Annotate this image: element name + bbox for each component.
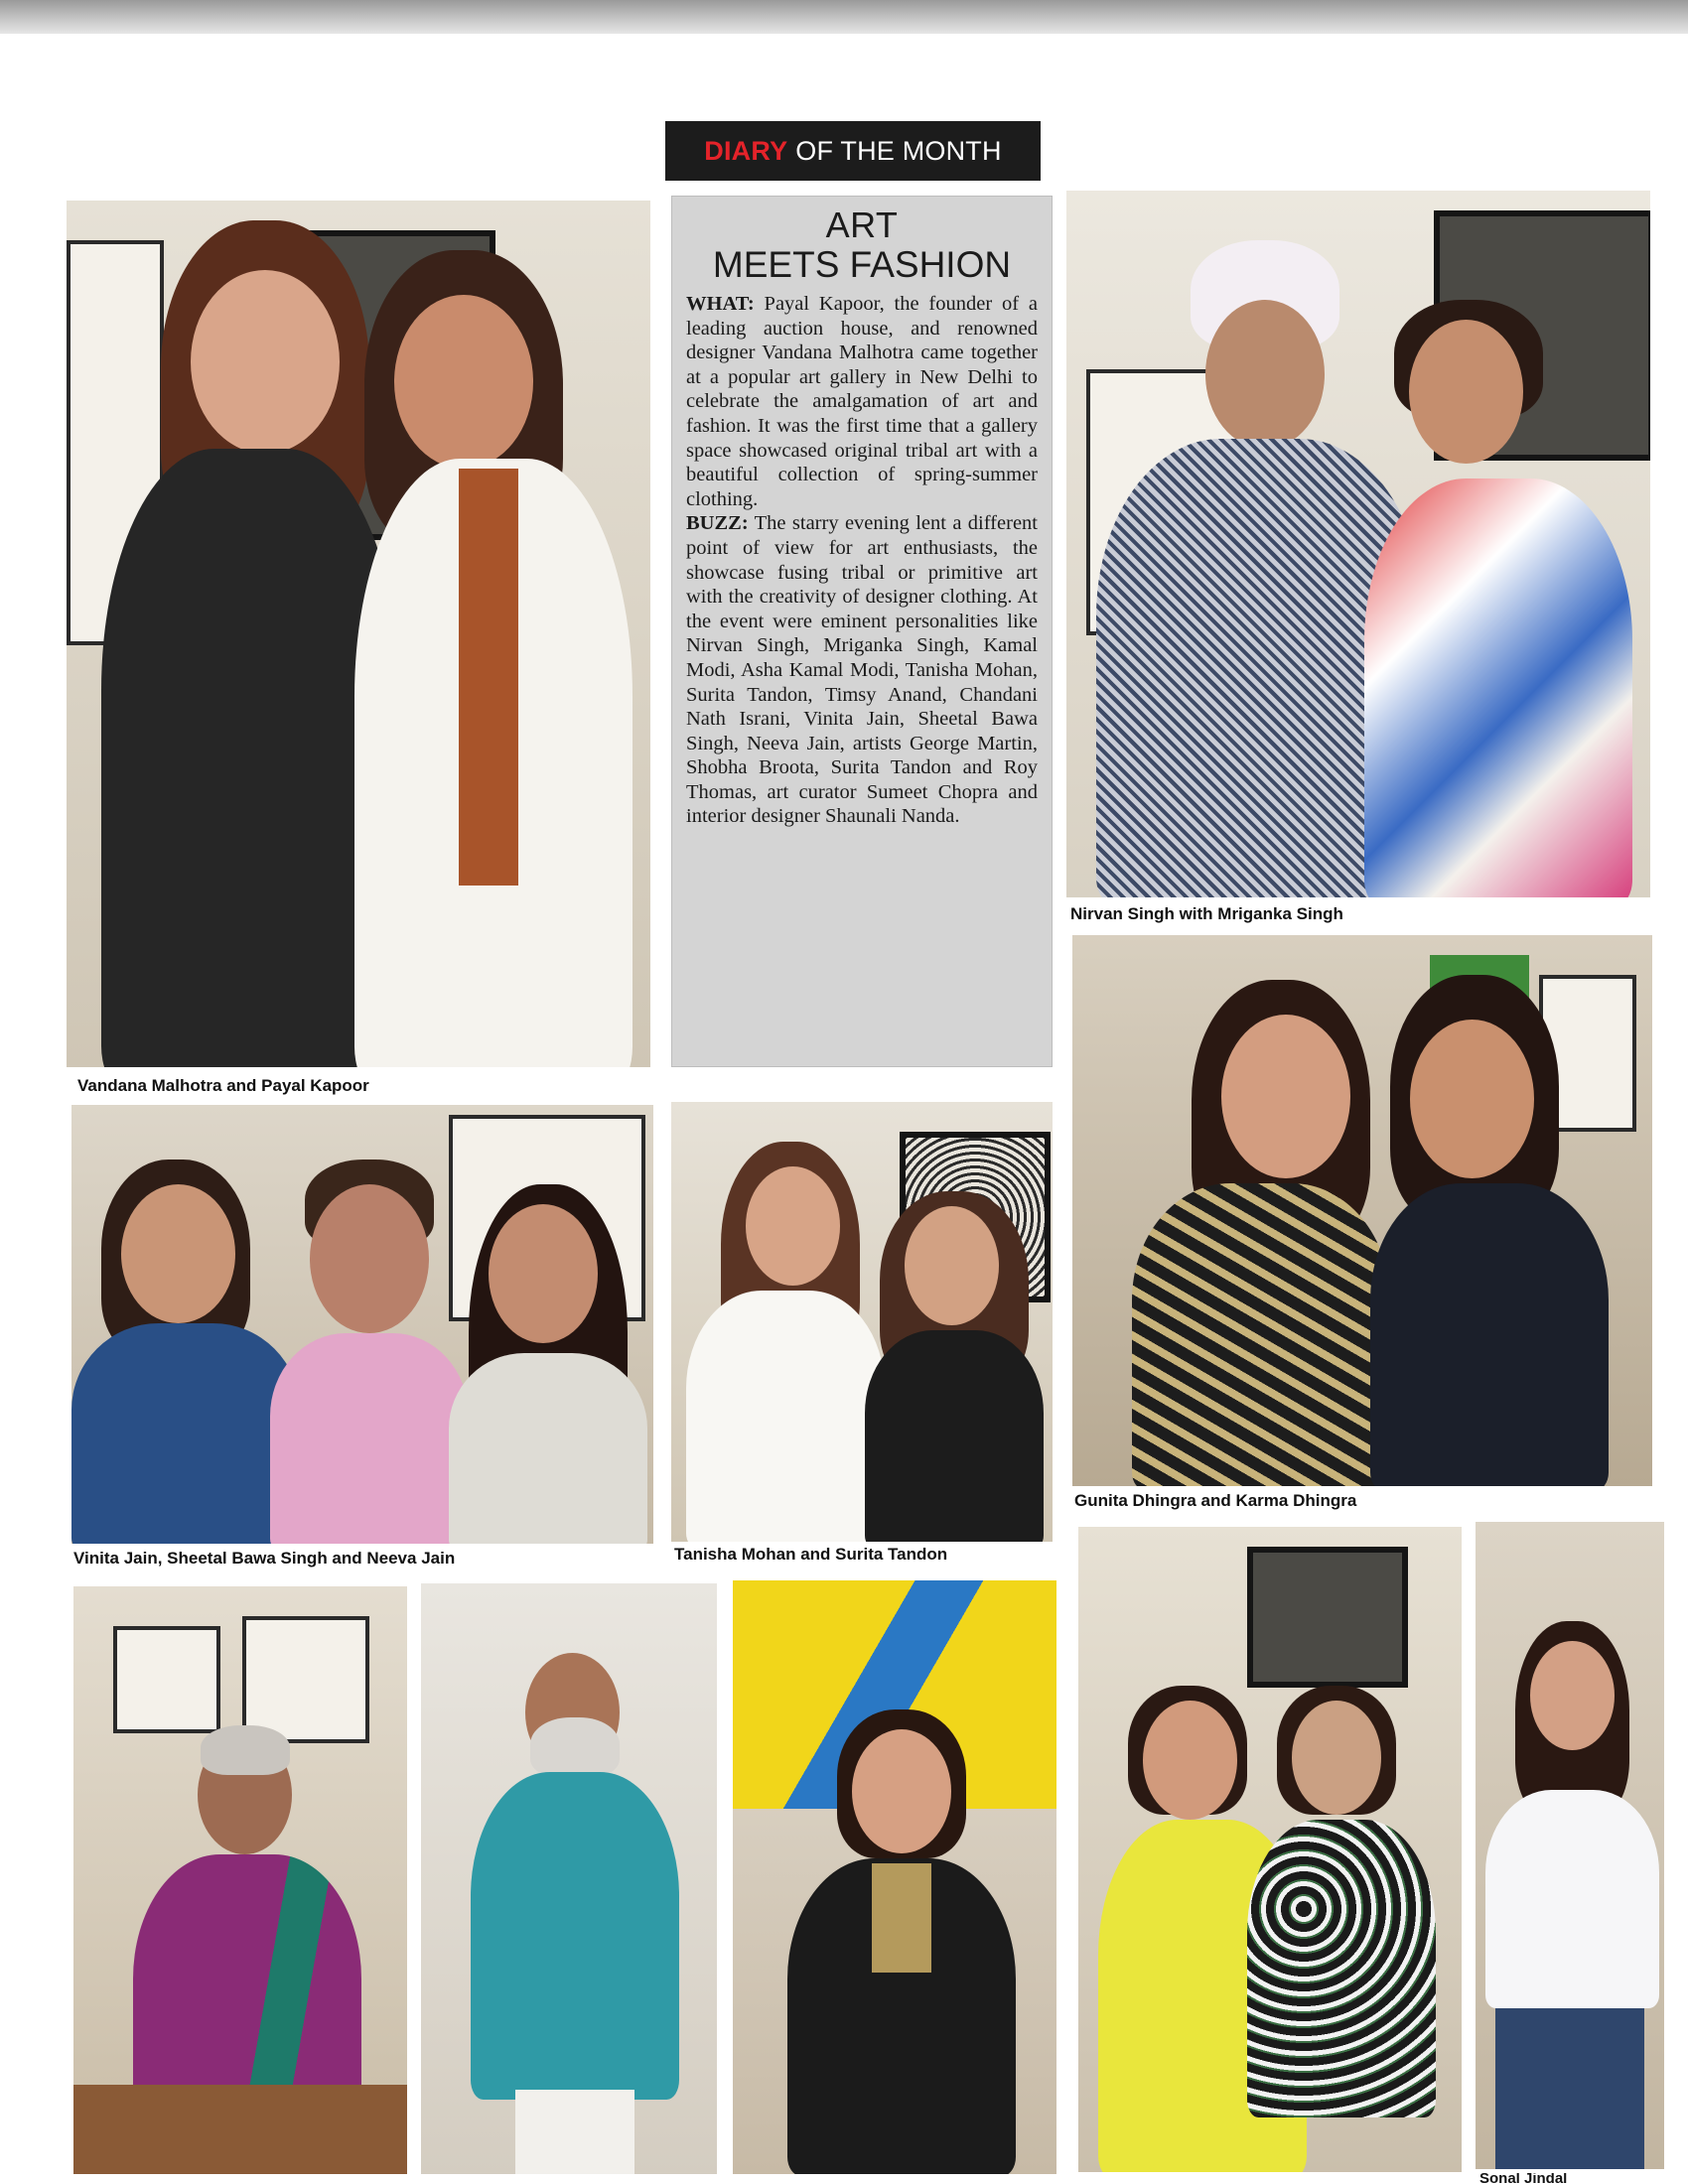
caption-photo1: Vandana Malhotra and Payal Kapoor: [77, 1076, 369, 1095]
section-header: [665, 121, 1041, 181]
caption-photo5: Tanisha Mohan and Surita Tandon: [674, 1545, 948, 1564]
header-diary: DIARY: [704, 135, 788, 166]
buzz-paragraph: [686, 511, 1038, 829]
what-paragraph: [686, 292, 1038, 511]
header-of-the-month: OF THE MONTH: [795, 135, 1002, 166]
photo-gunita-karma: [1072, 935, 1652, 1486]
buzz-text: The starry evening lent a different point of view for art enthusiasts, the showcase fusing tribal or primitive art with the creativity of designer clothing. At the event were eminent personalities like Nirvan Singh, Mriganka Singh, Kamal Modi, Asha Kamal Modi, Tanisha Mohan, Surita Tandon, Timsy Anand, Chandani Nath Israni, Vinita Jain, Sheetal Bawa Singh, Neeva Jain, artists George Martin, Shobha Broota, Surita Tandon and Roy Thomas, art curator Sumeet Chopra and interior designer Shaunali Nanda.: [686, 512, 1038, 828]
caption-photo3: Gunita Dhingra and Karma Dhingra: [1074, 1491, 1357, 1510]
photo-women-yellow-floral: [1078, 1527, 1462, 2172]
photo-woman-saree: [73, 1586, 407, 2174]
photo-tanisha-surita: [671, 1102, 1053, 1542]
caption-photo9: Sonal Jindal: [1479, 2173, 1568, 2184]
photo-woman-black-kurta: [733, 1580, 1056, 2174]
photo-sonal-jindal: [1476, 1522, 1664, 2169]
photo-man-teal-kurta: [421, 1583, 717, 2174]
what-label: WHAT:: [686, 293, 755, 315]
buzz-label: BUZZ:: [686, 512, 749, 535]
photo-nirvan-mriganka: [1066, 191, 1650, 897]
article-box: [671, 196, 1053, 1067]
photo-vandana-payal: [67, 201, 650, 1067]
article-title-line2: MEETS FASHION: [712, 244, 1012, 285]
what-text: Payal Kapoor, the founder of a leading auction house, and renowned designer Vandana Malhotra came together at a popular art gallery in New Delhi to celebrate the amalgamation of art and fashion. It was the first time that a gallery space showcased original tribal art with a beautiful collection of spring-summer clothing.: [686, 293, 1038, 510]
caption-photo2: Nirvan Singh with Mriganka Singh: [1070, 904, 1343, 923]
article-title-line1: ART: [825, 205, 899, 245]
scan-edge: [0, 0, 1688, 34]
caption-photo4: Vinita Jain, Sheetal Bawa Singh and Neeva Jain: [73, 1549, 456, 1568]
photo-vinita-sheetal-neeva: [71, 1105, 653, 1544]
